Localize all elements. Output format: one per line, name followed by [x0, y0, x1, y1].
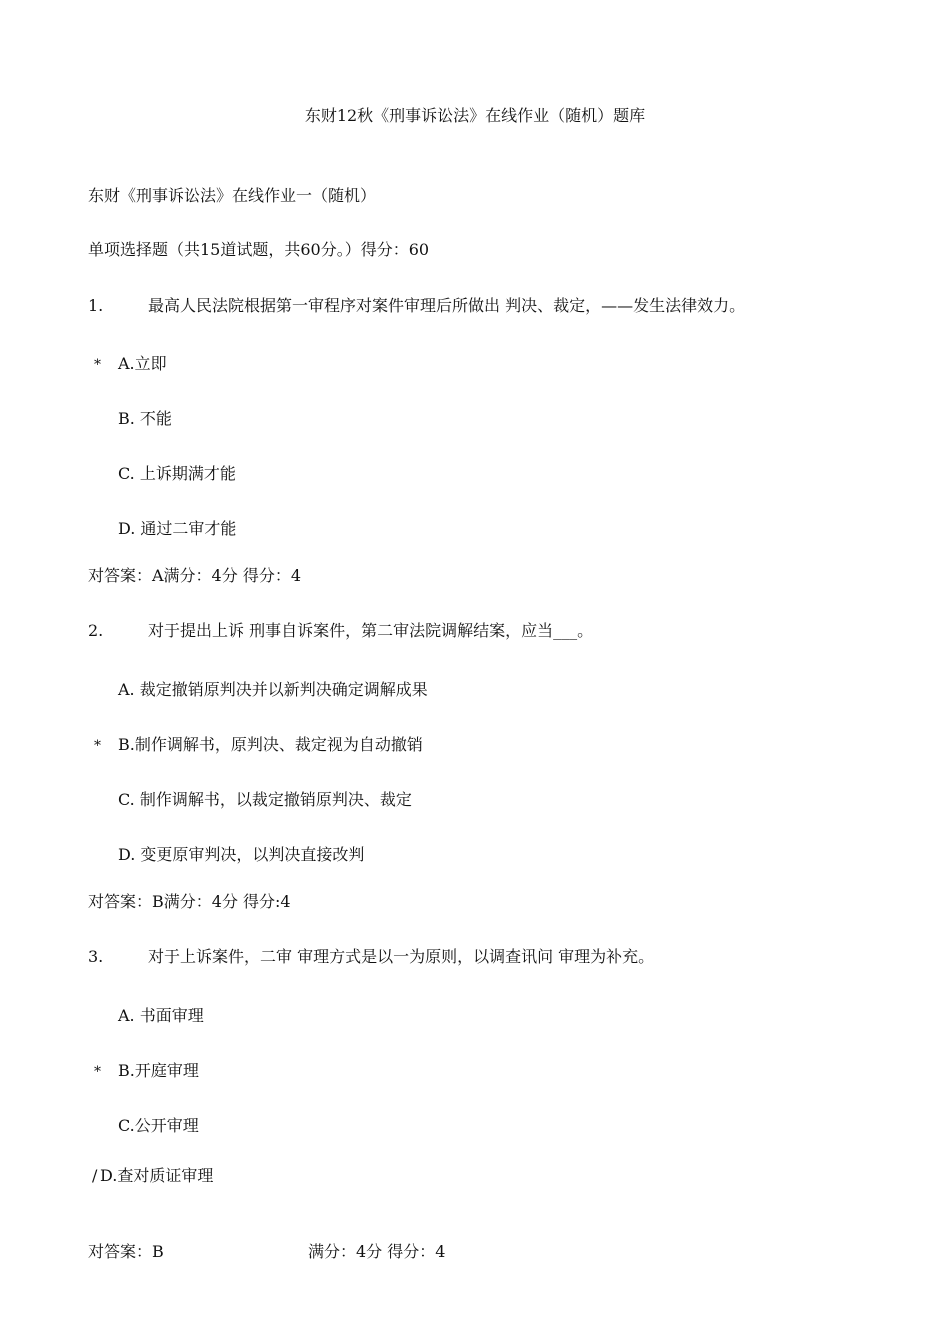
option-b: B.开庭审理	[118, 1061, 199, 1080]
option-a: A. 书面审理	[118, 1006, 204, 1025]
option-d-marker: /	[92, 1166, 98, 1185]
section-info: 单项选择题（共15道试题，共60分。）得分：60	[88, 240, 430, 259]
question-number: 1.	[88, 296, 104, 315]
document-title: 东财12秋《刑事诉讼法》在线作业（随机）题库	[304, 106, 646, 125]
question-text: 最高人民法院根据第一审程序对案件审理后所做出 判决、裁定，——发生法律效力。	[148, 296, 746, 315]
question-number: 3.	[88, 947, 104, 966]
question-number: 2.	[88, 621, 104, 640]
option-b: B. 不能	[118, 409, 172, 428]
question-text: 对于上诉案件，二审 审理方式是以一为原则，以调查讯问 审理为补充。	[148, 947, 655, 966]
option-a: A. 裁定撤销原判决并以新判决确定调解成果	[118, 680, 428, 699]
selected-marker: *	[94, 738, 101, 754]
option-d: D. 变更原审判决，以判决直接改判	[118, 845, 365, 864]
option-d: D.查对质证审理	[100, 1166, 214, 1185]
selected-marker: *	[94, 357, 101, 373]
option-c: C. 上诉期满才能	[118, 464, 236, 483]
option-b: B.制作调解书，原判决、裁定视为自动撤销	[118, 735, 423, 754]
answer-line: 对答案：B	[88, 1242, 164, 1261]
option-c: C.公开审理	[118, 1116, 199, 1135]
option-a: A.立即	[118, 354, 167, 373]
option-c: C. 制作调解书，以裁定撤销原判决、裁定	[118, 790, 412, 809]
question-text: 对于提出上诉 刑事自诉案件，第二审法院调解结案，应当___。	[148, 621, 594, 640]
option-d: D. 通过二审才能	[118, 519, 237, 538]
section-title: 东财《刑事诉讼法》在线作业一（随机）	[88, 186, 377, 205]
answer-line: 对答案：B满分：4分 得分:4	[88, 892, 291, 911]
answer-line: 对答案：A满分：4分 得分：4	[88, 566, 302, 585]
selected-marker: *	[94, 1064, 101, 1080]
score-line: 满分：4分 得分：4	[308, 1242, 446, 1261]
